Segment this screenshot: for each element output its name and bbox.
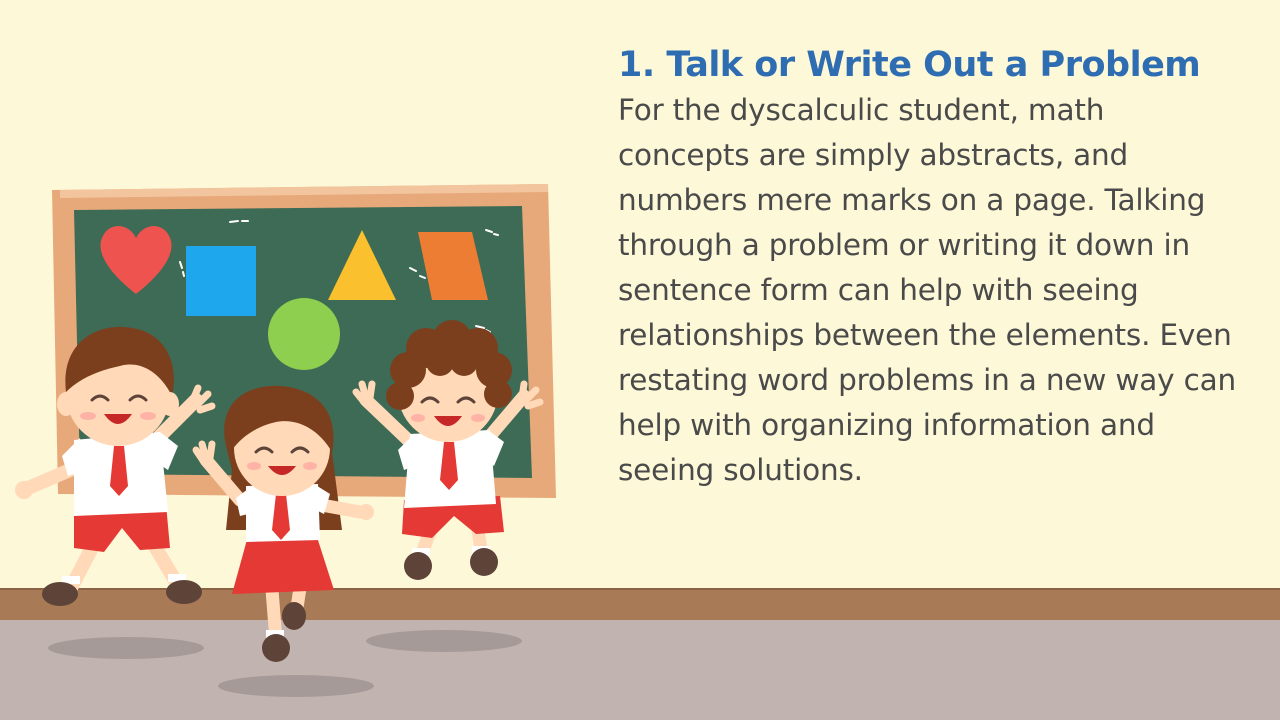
shadow-right xyxy=(366,630,522,652)
classroom-illustration xyxy=(0,0,600,720)
slide-title: 1. Talk or Write Out a Problem xyxy=(618,45,1201,85)
shadow-center xyxy=(218,675,374,697)
square-shape xyxy=(186,246,256,316)
text-panel xyxy=(618,42,1238,493)
circle-shape xyxy=(268,298,340,370)
slide-body-text: For the dyscalculic student, math concepts are simply abstracts, and numbers mere marks on a page. Talking through a problem or writing it down in sentence form can help with seeing relationships between the elements. Even restating word problems in a new way can help with organizing information and seeing solutions. xyxy=(618,93,1237,487)
shadow-left xyxy=(48,637,204,659)
